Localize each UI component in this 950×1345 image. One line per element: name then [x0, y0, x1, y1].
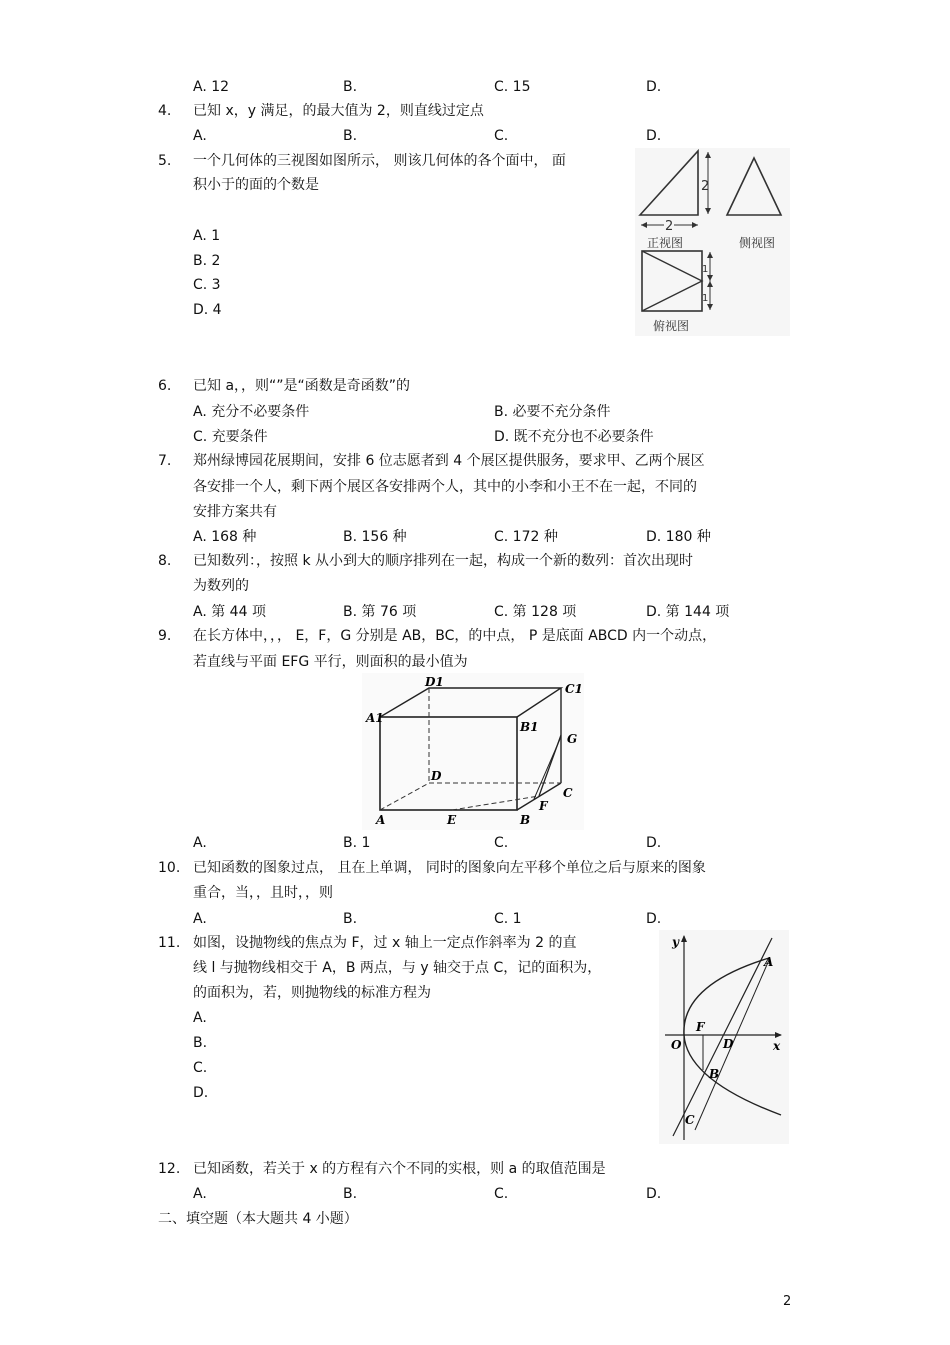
- q5-stem-line1: 一个几何体的三视图如图所示， 则该几何体的各个面中， 面: [193, 153, 566, 169]
- q5-option-d: D. 4: [193, 302, 222, 318]
- label-f: F: [539, 799, 548, 813]
- q5-option-b: B. 2: [193, 253, 221, 269]
- q12-number: 12.: [158, 1161, 181, 1177]
- parabola-figure: [659, 930, 789, 1144]
- q8-option-c: C. 第 128 项: [494, 604, 577, 620]
- dim-2-vertical: 2: [701, 179, 710, 194]
- q12-option-a: A.: [193, 1186, 207, 1202]
- q10-stem-line1: 已知函数的图象过点， 且在上单调， 同时的图象向左平移个单位之后与原来的图象: [193, 860, 706, 876]
- q8-option-a: A. 第 44 项: [193, 604, 266, 620]
- q4-option-d: D.: [646, 128, 662, 144]
- dim-1-upper: 1: [702, 264, 709, 275]
- q4-option-a: A.: [193, 128, 207, 144]
- q8-stem-line2: 为数列的: [193, 578, 249, 594]
- q8-option-d: D. 第 144 项: [646, 604, 730, 620]
- q10-option-d: D.: [646, 911, 662, 927]
- q11-option-d: D.: [193, 1085, 209, 1101]
- cuboid-figure: [362, 673, 584, 830]
- q10-number: 10.: [158, 860, 181, 876]
- label-d: D: [723, 1037, 734, 1051]
- label-e: E: [447, 813, 457, 827]
- q8-option-b: B. 第 76 项: [343, 604, 417, 620]
- q6-option-c: C. 充要条件: [193, 429, 268, 445]
- q7-stem-line2: 各安排一个人，剩下两个展区各安排两个人，其中的小李和小王不在一起，不同的: [193, 479, 697, 495]
- label-a1: A1: [366, 711, 384, 725]
- q5-stem-line2: 积小于的面的个数是: [193, 177, 319, 193]
- q6-number: 6.: [158, 378, 172, 394]
- q11-stem-line3: 的面积为，若，则抛物线的标准方程为: [193, 985, 431, 1001]
- label-f: F: [696, 1020, 705, 1034]
- q3-option-a: A. 12: [193, 79, 230, 95]
- q9-stem-line1: 在长方体中，，， E，F，G 分别是 AB，BC，的中点， P 是底面 ABCD 内一个动点，: [193, 628, 717, 644]
- q5-number: 5.: [158, 153, 172, 169]
- q9-stem-line2: 若直线与平面 EFG 平行，则面积的最小值为: [193, 654, 468, 670]
- q9-option-a: A.: [193, 835, 207, 851]
- q12-stem: 已知函数，若关于 x 的方程有六个不同的实根，则 a 的取值范围是: [193, 1161, 606, 1177]
- label-g: G: [567, 732, 578, 746]
- q4-stem: 已知 x，y 满足，的最大值为 2，则直线过定点: [193, 103, 484, 119]
- q7-option-b: B. 156 种: [343, 529, 407, 545]
- q9-option-d: D.: [646, 835, 662, 851]
- q8-stem-line1: 已知数列：，按照 k 从小到大的顺序排列在一起，构成一个新的数列：首次出现时: [193, 553, 694, 569]
- label-d: D: [431, 769, 442, 783]
- q12-option-c: C.: [494, 1186, 509, 1202]
- q7-option-c: C. 172 种: [494, 529, 558, 545]
- top-view-label: 俯视图: [653, 319, 690, 333]
- q6-option-d: D. 既不充分也不必要条件: [494, 429, 654, 445]
- q12-option-d: D.: [646, 1186, 662, 1202]
- dim-2-horizontal: 2: [665, 219, 674, 234]
- label-y-axis: y: [672, 935, 679, 949]
- q11-stem-line2: 线 l 与抛物线相交于 A，B 两点，与 y 轴交于点 C，记的面积为，: [193, 960, 602, 976]
- page-number: 2: [783, 1294, 792, 1309]
- label-b: B: [709, 1067, 720, 1081]
- q3-option-d: D.: [646, 79, 662, 95]
- q8-number: 8.: [158, 553, 172, 569]
- q7-option-a: A. 168 种: [193, 529, 257, 545]
- label-c1: C1: [565, 682, 583, 696]
- q12-option-b: B.: [343, 1186, 358, 1202]
- label-a: A: [764, 955, 774, 969]
- q11-option-c: C.: [193, 1060, 208, 1076]
- q10-option-b: B.: [343, 911, 358, 927]
- q7-option-d: D. 180 种: [646, 529, 711, 545]
- label-b: B: [520, 813, 531, 827]
- q11-option-b: B.: [193, 1035, 208, 1051]
- q10-option-c: C. 1: [494, 911, 522, 927]
- q5-option-c: C. 3: [193, 277, 221, 293]
- q10-stem-line2: 重合，当，，且时，，则: [193, 885, 333, 901]
- q5-option-a: A. 1: [193, 228, 221, 244]
- q4-option-c: C.: [494, 128, 509, 144]
- label-c: C: [563, 786, 573, 800]
- q6-option-b: B. 必要不充分条件: [494, 404, 611, 420]
- q4-number: 4.: [158, 103, 172, 119]
- label-a: A: [376, 813, 386, 827]
- q3-option-b: B.: [343, 79, 358, 95]
- q7-stem-line3: 安排方案共有: [193, 504, 277, 520]
- q10-option-a: A.: [193, 911, 207, 927]
- front-view-label: 正视图: [647, 236, 684, 250]
- q11-option-a: A.: [193, 1010, 207, 1026]
- label-c: C: [685, 1113, 695, 1127]
- label-b1: B1: [520, 720, 539, 734]
- q6-stem: 已知 a，，则“”是“函数是奇函数”的: [193, 378, 411, 394]
- q11-stem-line1: 如图，设抛物线的焦点为 F，过 x 轴上一定点作斜率为 2 的直: [193, 935, 577, 951]
- label-x-axis: x: [773, 1039, 781, 1053]
- q4-option-b: B.: [343, 128, 358, 144]
- side-view-label: 侧视图: [739, 236, 776, 250]
- q6-option-a: A. 充分不必要条件: [193, 404, 310, 420]
- q11-number: 11.: [158, 935, 181, 951]
- section-heading: 二、填空题（本大题共 4 小题）: [158, 1211, 358, 1227]
- dim-1-lower: 1: [702, 293, 709, 304]
- three-view-figure: [635, 148, 790, 336]
- q9-option-b: B. 1: [343, 835, 371, 851]
- q7-number: 7.: [158, 453, 172, 469]
- q7-stem-line1: 郑州绿博园花展期间，安排 6 位志愿者到 4 个展区提供服务，要求甲、乙两个展区: [193, 453, 705, 469]
- label-origin: O: [671, 1038, 682, 1052]
- label-d1: D1: [425, 675, 444, 689]
- q9-option-c: C.: [494, 835, 509, 851]
- q3-option-c: C. 15: [494, 79, 531, 95]
- q9-number: 9.: [158, 628, 172, 644]
